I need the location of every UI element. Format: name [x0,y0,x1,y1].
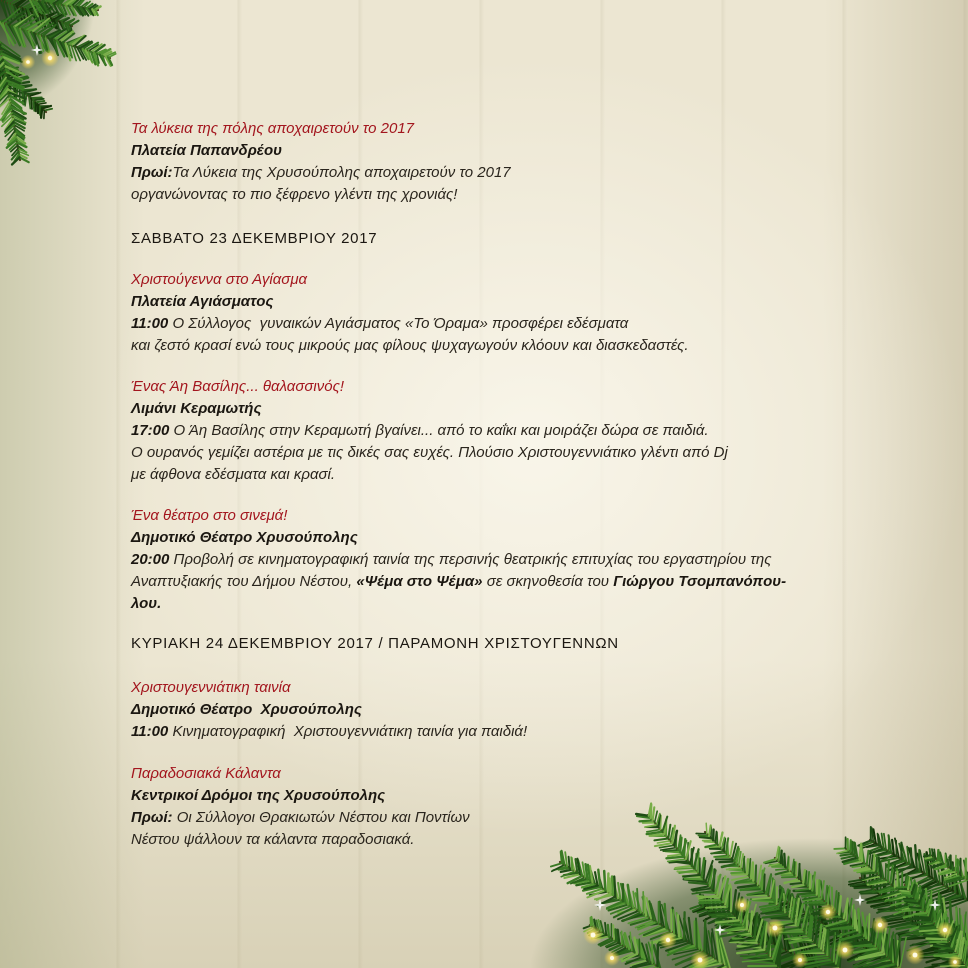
event-time: Πρωί: [131,164,173,181]
event-description-text: Οι Σύλλογοι Θρακιωτών Νέστου και Ποντίων [176,809,470,826]
event-title: Ένα θέατρο στο σινεμά! [131,507,288,524]
day-heading-sunday: ΚΥΡΙΑΚΗ 24 ΔΕΚΕΜΒΡΙΟΥ 2017 / ΠΑΡΑΜΟΝΗ ΧΡΙΣΤΟΥΓΕΝΝΩΝ [131,635,619,652]
event-description-text: Κινηματογραφική Χριστουγεννιάτικη ταινία για παιδιά! [172,723,528,740]
pine-twig [0,0,79,35]
event-time: Πρωί: [131,809,173,826]
pine-twig [690,895,820,968]
event-venue: Πλατεία Παπανδρέου [131,142,282,159]
pine-twig [584,917,660,968]
event-christmas-film [131,677,527,743]
event-title: Παραδοσιακά Κάλαντα [131,765,281,782]
event-description-text: σε σκηνοθεσία του [486,573,610,590]
event-venue: Δημοτικό Θέατρο Χρυσούπολης [131,701,362,718]
event-venue: Κεντρικοί Δρόμοι της Χρυσούπολης [131,787,386,804]
event-description-line [131,571,786,593]
pine-branches-bottom-right-icon [530,803,968,968]
pine-twig [30,0,101,16]
event-description-line [131,184,511,206]
event-description-text: Τα Λύκεια της Χρυσούπολης αποχαιρετούν το 2017 [172,164,511,181]
event-description-text: Ο Άη Βασίλης στην Κεραμωτή βγαίνει... από το καΐκι και μοιράζει δώρα σε παιδιά. [173,422,709,439]
pine-twig [858,827,968,910]
event-description-text: Προβολή σε κινηματογραφική ταινία της περσινής θεατρικής επιτυχίας του εργαστηρίου της [173,551,772,568]
director-name: Γιώργου Τσομπανόπου- [613,573,787,590]
event-description-text: Ο Σύλλογος γυναικών Αγιάσματος «Το Όραμα» προσφέρει εδέσματα [172,315,629,332]
pine-branch-top-left-icon [0,0,116,165]
event-description-line [131,420,728,442]
event-description-line [131,549,786,571]
event-description-text: Αναπτυξιακής του Δήμου Νέστου, [131,573,353,590]
event-description-text: Ο ουρανός γεμίζει αστέρια με τις δικές σας ευχές. Πλούσιο Χριστουγεννιάτικο γλέντι από Dj [131,444,728,461]
event-description-line [131,807,470,829]
event-venue: Πλατεία Αγιάσματος [131,293,274,310]
pine-twig [770,886,900,968]
event-description-text: οργανώνοντας το πιο ξέφρενο γλέντι της χρονιάς! [131,186,458,203]
event-description-text: και ζεστό κρασί ενώ τους μικρούς μας φίλους ψυχαγωγούν κλόουν και διασκεδαστές. [131,337,689,354]
event-description-line [131,464,728,486]
event-description-line [131,162,511,184]
pine-twig [0,42,29,165]
film-title: «Ψέμα στο Ψέμα» [356,573,483,590]
pine-twig [636,803,781,968]
pine-twig [834,837,968,952]
event-theatre-in-cinema [131,505,786,615]
event-santa-by-sea [131,376,728,486]
day-heading-saturday: ΣΑΒΒΑΤΟ 23 ΔΕΚΕΜΒΡΙΟΥ 2017 [131,230,378,247]
pine-twig [849,866,968,968]
event-description-line [131,313,689,335]
event-time: 11:00 [131,723,169,740]
event-christmas-agiasma [131,269,689,357]
pine-twig [764,847,906,968]
event-description-line [131,829,470,851]
event-description-text: με άφθονα εδέσματα και κρασί. [131,466,336,483]
event-description-line [131,442,728,464]
pine-twig [896,877,968,968]
event-title: Τα λύκεια της πόλης αποχαιρετούν το 2017 [131,120,415,137]
event-lyceums-farewell [131,118,511,206]
event-description-text: Νέστου ψάλλουν τα κάλαντα παραδοσιακά. [131,831,415,848]
pine-twig [0,8,116,66]
event-venue: Δημοτικό Θέατρο Χρυσούπολης [131,529,358,546]
event-description-line [131,721,527,743]
pine-twig [696,823,842,968]
event-title: Ένας Άη Βασίλης... θαλασσινός! [131,378,345,395]
event-time: 11:00 [131,315,169,332]
event-venue: Λιμάνι Κεραμωτής [131,400,262,417]
event-time: 17:00 [131,422,170,439]
event-title: Χριστουγεννιάτικη ταινία [131,679,291,696]
event-description-line [131,335,689,357]
event-traditional-carols [131,763,470,851]
director-name-continued: λου. [131,595,162,612]
pine-twig [924,849,968,887]
event-title: Χριστούγεννα στο Αγίασμα [131,271,308,288]
event-time: 20:00 [131,551,170,568]
pine-twig [0,67,52,118]
pine-twig [551,851,730,968]
event-description-line [131,593,786,615]
